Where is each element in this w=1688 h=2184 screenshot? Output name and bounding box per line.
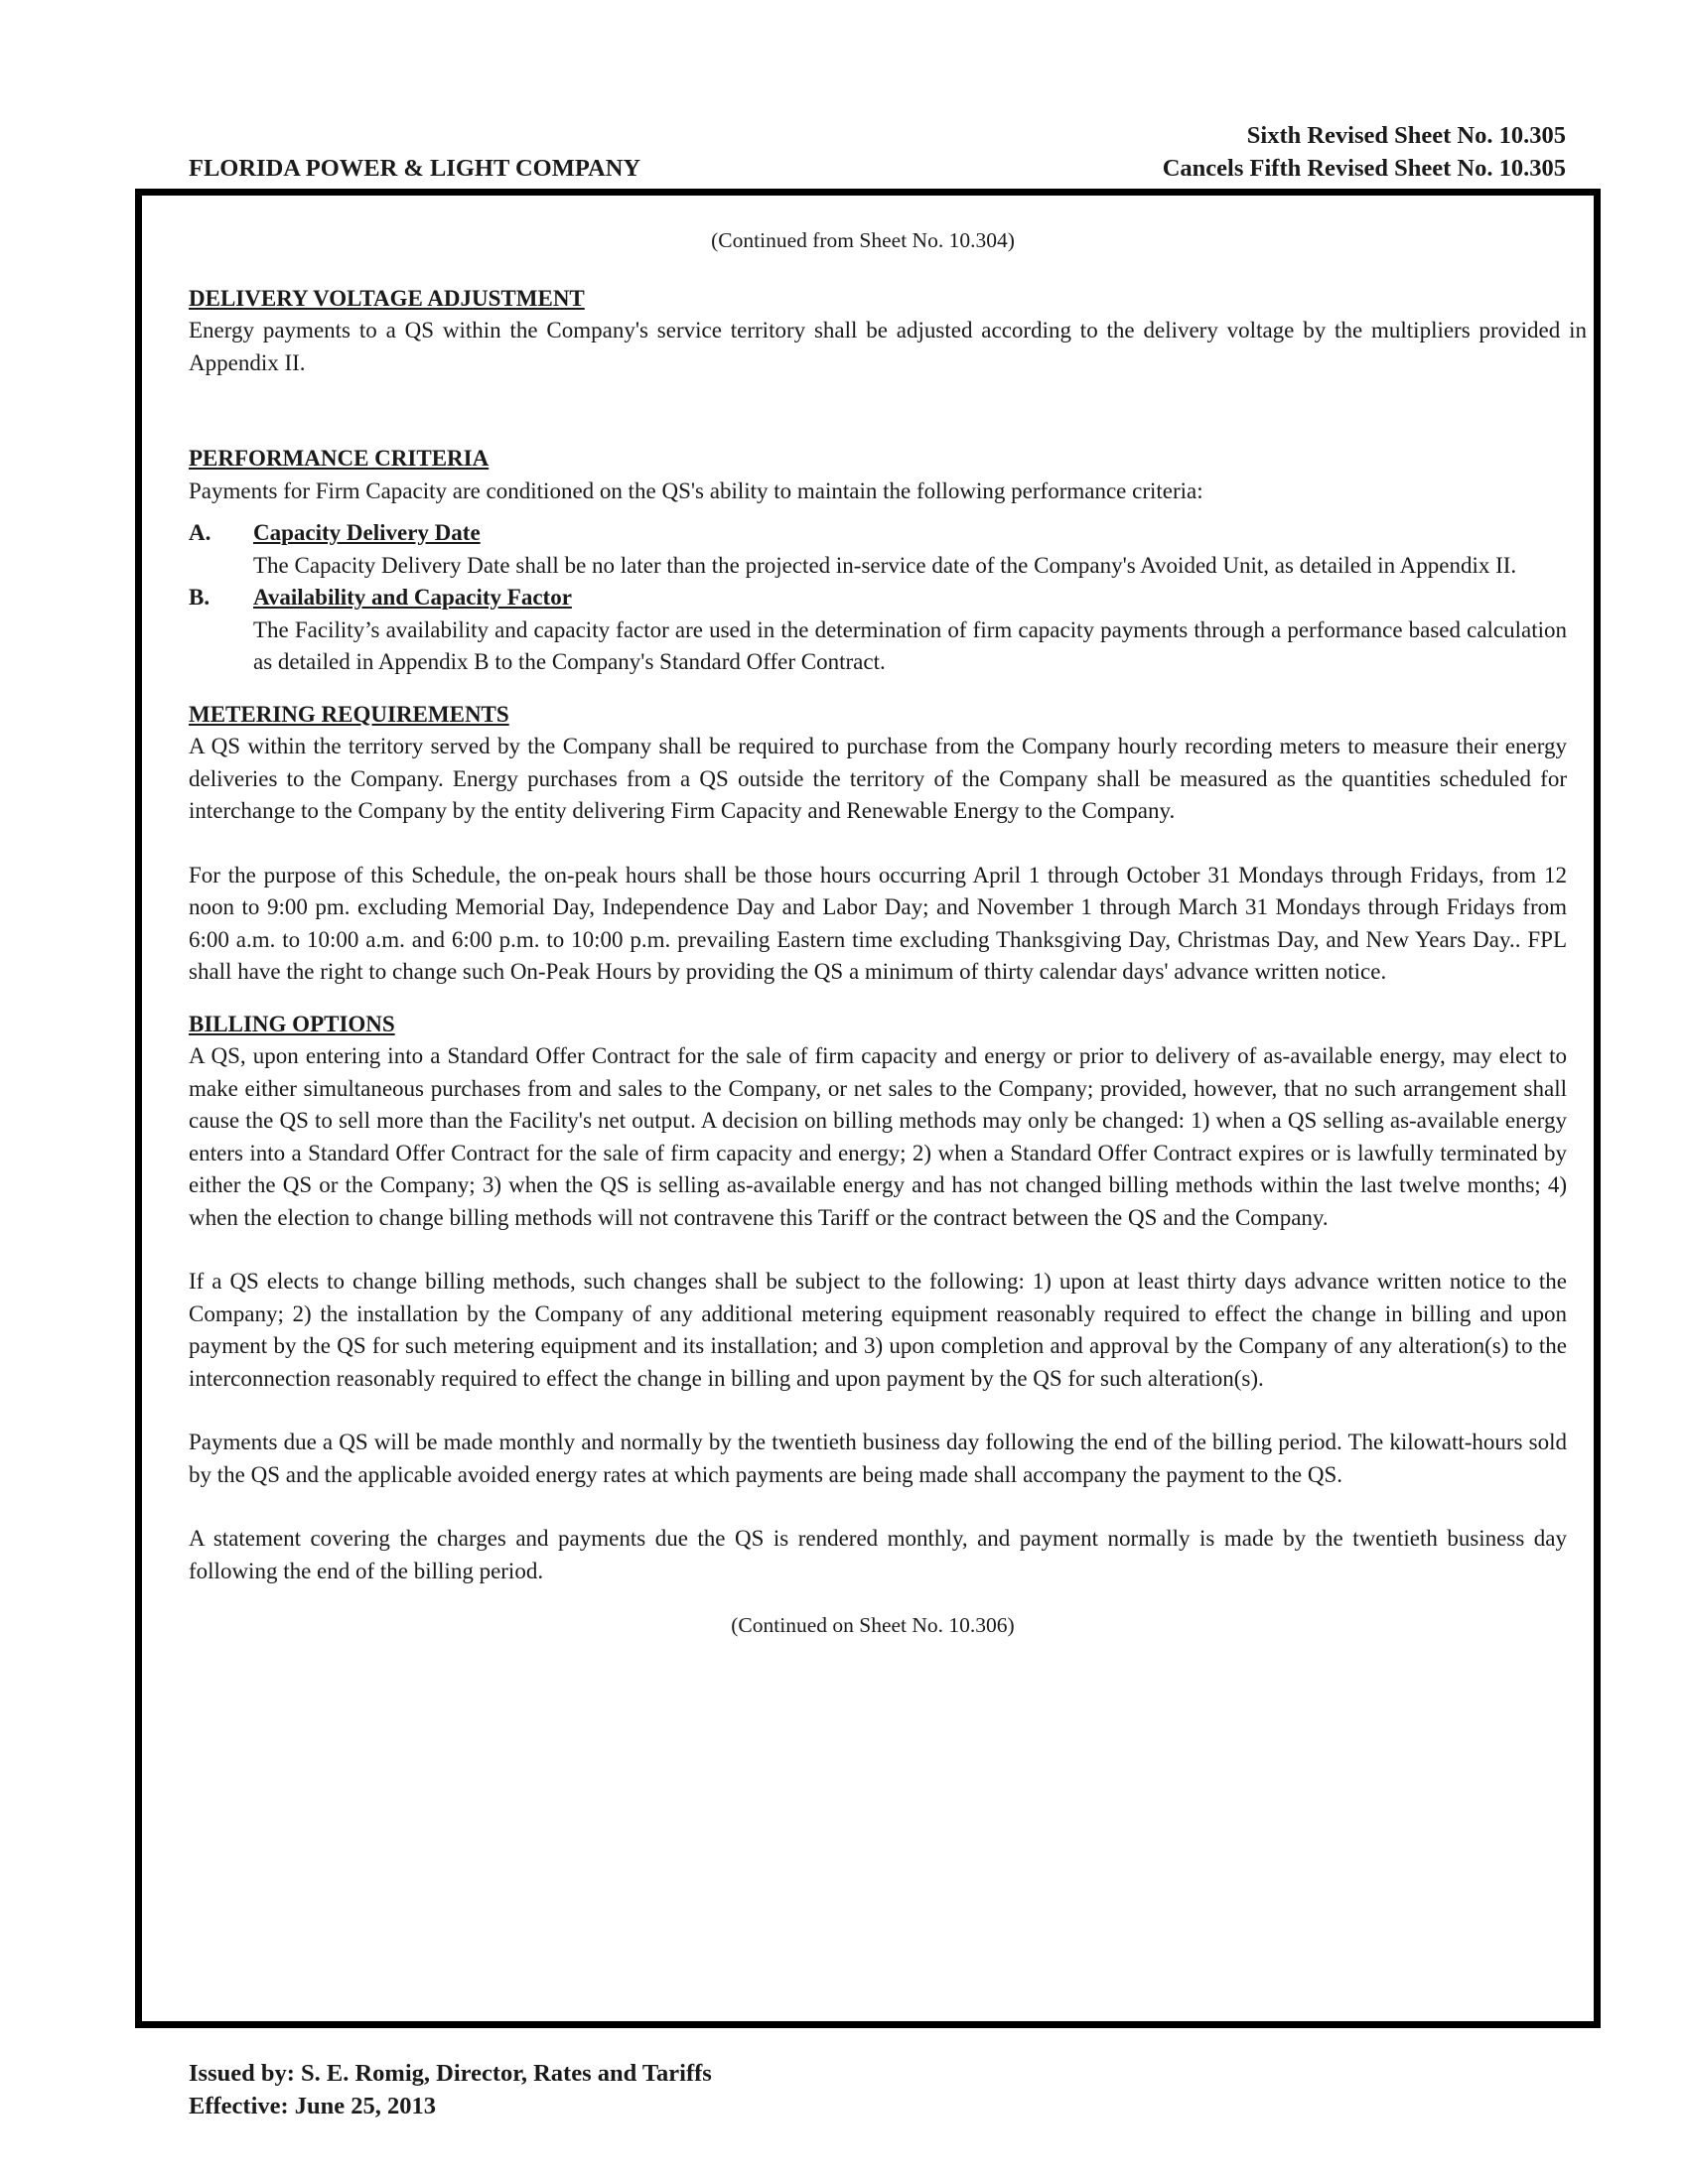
billing-paragraph-1: A QS, upon entering into a Standard Offer Contract for the sale of firm capacity and energy or prior to delivery of as-available energy, may elect to make either simultaneous purchases from and sales to the Company, or net sales to the Company; provided, however, that no such arrangement shall cause the QS to sell more than the Facility's net output. A decision on billing methods may only be changed: 1) when a QS selling as-available energy enters into a Standard Offer Contract for the sale of firm capacity and energy; 2) when a Standard Offer Contract expires or is lawfully terminated by either the QS or the Company; 3) when the QS is selling as-available energy and has not changed billing methods within the last twelve months; 4) when the election to change billing methods will not contravene this Tariff or the contract between the QS and the Company. [189,1043,1567,1230]
metering-paragraph-2: For the purpose of this Schedule, the on-peak hours shall be those hours occurring April 1 through October 31 Mondays through Fridays, from 12 noon to 9:00 pm. excluding Memorial Day, Independence Day and Labor Day; and November 1 through March 31 Mondays through Fridays from 6:00 a.m. to 10:00 a.m. and 6:00 p.m. to 10:00 p.m. prevailing Eastern time excluding Thanksgiving Day, Christmas Day, and New Years Day.. FPL shall have the right to change such On-Peak Hours by providing the QS a minimum of thirty calendar days' advance written notice. [189,862,1567,984]
item-text: The Capacity Delivery Date shall be no later than the projected in-service date of the Company's Avoided Unit, as detailed in Appendix II. [253,552,1517,578]
criteria-item-a [189,517,1567,582]
continued-from: (Continued from Sheet No. 10.304) [711,228,1015,252]
cancels-sheet: Cancels Fifth Revised Sheet No. 10.305 [1162,155,1566,182]
billing-paragraph-3: Payments due a QS will be made monthly and normally by the twentieth business day following the end of the billing period. The kilowatt-hours sold by the QS and the applicable avoided energy rates at which payments are being made shall accompany the payment to the QS. [189,1430,1567,1487]
delivery-voltage-text: Energy payments to a QS within the Company's service territory shall be adjusted according to the delivery voltage by the multipliers provided in Appendix II. [189,318,1587,375]
heading-billing-options: BILLING OPTIONS [189,1011,395,1036]
issued-by: Issued by: S. E. Romig, Director, Rates and Tariffs [189,2060,712,2087]
billing-paragraph-4: A statement covering the charges and payments due the QS is rendered monthly, and payment normally is made by the twentieth business day following the end of the billing period. [189,1526,1567,1583]
issuance-footer [189,2057,712,2122]
item-letter: B. [189,585,211,610]
item-title: Availability and Capacity Factor [253,585,572,610]
company-name: FLORIDA POWER & LIGHT COMPANY [189,155,641,182]
heading-delivery-voltage: DELIVERY VOLTAGE ADJUSTMENT [189,285,585,311]
item-text: The Facility’s availability and capacity factor are used in the determination of firm capacity payments through a performance based calculation as detailed in Appendix B to the Company's Standard Offer Contract. [253,616,1567,674]
heading-performance-criteria: PERFORMANCE CRITERIA [189,446,490,471]
effective-date: Effective: June 25, 2013 [189,2093,437,2119]
item-letter: A. [189,520,211,545]
item-title: Capacity Delivery Date [253,520,481,545]
sheet-header [1163,119,1566,185]
continued-on: (Continued on Sheet No. 10.306) [731,1613,1015,1637]
criteria-item-b [189,582,1567,679]
sheet-number: Sixth Revised Sheet No. 10.305 [1246,122,1566,149]
metering-paragraph-1: A QS within the territory served by the Company shall be required to purchase from the Company hourly recording meters to measure their energy deliveries to the Company. Energy purchases from a QS outside the territory of the Company shall be measured as the quantities scheduled for interchange to the Company by the entity delivering Firm Capacity and Renewable Energy to the Company. [189,734,1567,823]
heading-metering-requirements: METERING REQUIREMENTS [189,701,509,727]
document-body [189,224,1587,1642]
billing-paragraph-2: If a QS elects to change billing methods, such changes shall be subject to the following: 1) upon at least thirty days advance written notice to the Company; 2) the installation by the Company of any additional metering equipment reasonably required to effect the change in billing and upon payment by the QS for such metering equipment and its installation; and 3) upon completion and approval by the Company of any alteration(s) to the interconnection reasonably required to effect the change in billing and upon payment by the QS for such alteration(s). [189,1269,1567,1391]
performance-criteria-text: Payments for Firm Capacity are conditioned on the QS's ability to maintain the following performance criteria: [189,478,1203,503]
